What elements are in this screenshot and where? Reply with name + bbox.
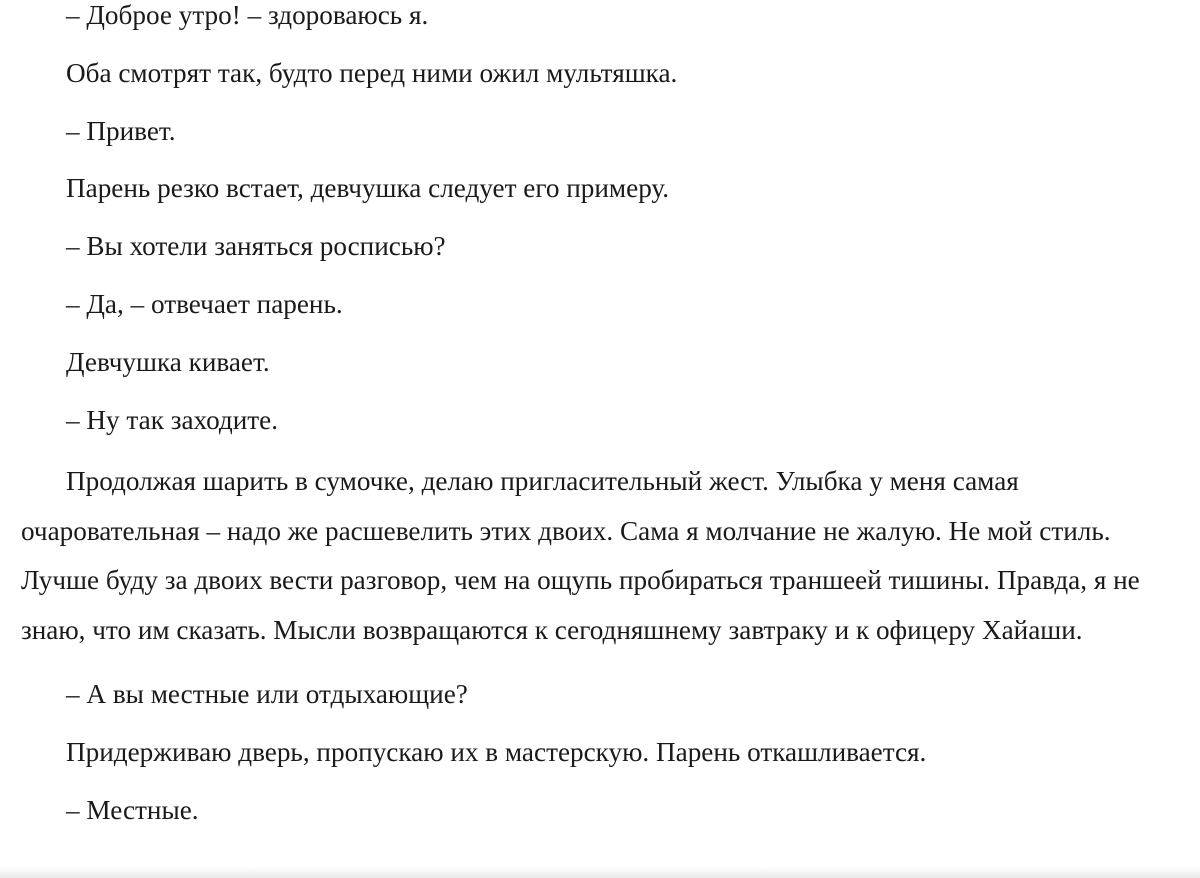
paragraph-4: Парень резко встает, девчушка следует его примеру.: [66, 173, 670, 204]
paragraph-8: – Ну так заходите.: [66, 404, 279, 435]
paragraph-1: – Доброе утро! – здороваюсь я.: [66, 0, 429, 30]
paragraph-5: – Вы хотели заняться росписью?: [66, 231, 446, 262]
paragraph-2: Оба смотрят так, будто перед ними ожил мультяшка.: [66, 57, 678, 88]
paragraph-9: Продолжая шарить в сумочке, делаю пригласительный жест. Улыбка у меня самая очаровательная – надо же расшевелить этих двоих. Сама я молчание не жалую. Не мой стиль. Лучше буду за двоих вести разговор, чем на ощупь пробираться траншеей тишины. Правда, я не знаю, что им сказать. Мысли возвращаются к сегодняшнему завтраку и к офицеру Хайаши.: [21, 466, 1140, 645]
paragraph-6: – Да, – отвечает парень.: [66, 288, 343, 319]
paragraph-7: Девчушка кивает.: [66, 346, 270, 377]
document-text: [21, 0, 1180, 829]
bottom-edge-fade: [0, 866, 1200, 878]
paragraph-11: Придерживаю дверь, пропускаю их в мастерскую. Парень откашливается.: [66, 736, 927, 767]
paragraph-10: – А вы местные или отдыхающие?: [66, 679, 468, 710]
paragraph-12: – Местные.: [66, 794, 199, 825]
paragraph-3: – Привет.: [66, 115, 176, 146]
